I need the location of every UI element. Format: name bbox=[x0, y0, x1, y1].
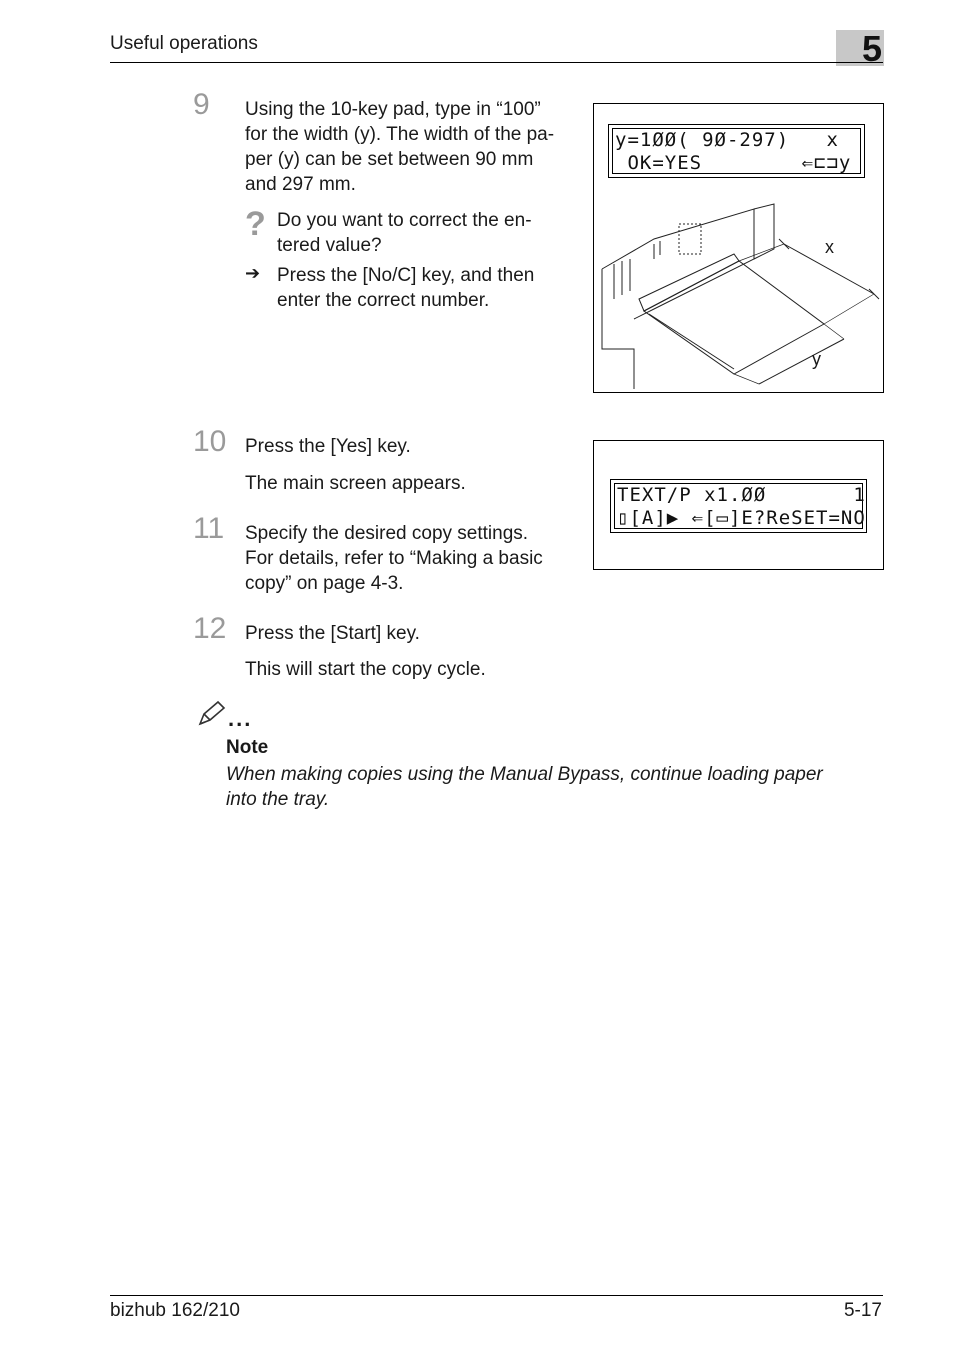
lcd-display-width bbox=[608, 124, 865, 178]
step-number-9: 9 bbox=[193, 88, 210, 121]
pencil-icon bbox=[196, 700, 226, 728]
footer-model: bizhub 162/210 bbox=[110, 1300, 240, 1321]
lcd-line-1: y=1ØØ( 9Ø-297) x bbox=[615, 129, 839, 151]
question-icon: ? bbox=[245, 205, 266, 243]
step-number-11: 11 bbox=[193, 512, 225, 545]
answer-line: Press the [No/C] key, and then bbox=[277, 265, 535, 286]
lcd-line-2: OK=YES ⇐⊏⊐y bbox=[615, 152, 852, 174]
arrow-right-icon: ➔ bbox=[245, 263, 261, 283]
note-title: Note bbox=[226, 737, 269, 758]
step-number-12: 12 bbox=[193, 612, 227, 645]
note-body bbox=[226, 762, 886, 812]
figure-paper-size bbox=[593, 103, 884, 393]
step-number-10: 10 bbox=[193, 425, 227, 458]
header-rule bbox=[110, 62, 883, 63]
footer-rule bbox=[110, 1295, 883, 1296]
label-y: y bbox=[812, 349, 821, 369]
lcd-line-1: TEXT/P x1.ØØ 1 bbox=[617, 484, 866, 506]
step-9-line: for the width (y). The width of the pa- bbox=[245, 124, 555, 145]
question-text bbox=[277, 208, 587, 258]
step-12-result: This will start the copy cycle. bbox=[245, 659, 486, 680]
lcd-line-2: ▯[A]▶ ⇐[▭]E?ReSET=NO bbox=[617, 507, 866, 529]
figure-main-screen bbox=[593, 440, 884, 570]
section-title: Useful operations bbox=[110, 33, 258, 54]
step-9-line: Using the 10-key pad, type in “100” bbox=[245, 99, 541, 120]
step-10-result: The main screen appears. bbox=[245, 473, 466, 494]
step-11-line: Specify the desired copy settings. bbox=[245, 523, 529, 544]
step-11-text bbox=[245, 521, 585, 596]
footer-page-number: 5-17 bbox=[843, 1300, 882, 1321]
step-11-line: copy” on page 4-3. bbox=[245, 573, 404, 594]
step-10-text: Press the [Yes] key. bbox=[245, 436, 411, 457]
step-9-line: per (y) can be set between 90 mm bbox=[245, 149, 534, 170]
chapter-number: 5 bbox=[861, 28, 882, 69]
lcd-display-main bbox=[610, 479, 867, 533]
question-line: tered value? bbox=[277, 235, 382, 256]
note-line: into the tray. bbox=[226, 789, 330, 810]
step-12-text: Press the [Start] key. bbox=[245, 623, 420, 644]
question-line: Do you want to correct the en- bbox=[277, 210, 532, 231]
step-11-line: For details, refer to “Making a basic bbox=[245, 548, 543, 569]
answer-text bbox=[277, 263, 587, 313]
step-9-text bbox=[245, 97, 585, 197]
note-line: When making copies using the Manual Bypass, continue loading paper bbox=[226, 764, 823, 785]
label-x: x bbox=[825, 237, 834, 257]
step-9-line: and 297 mm. bbox=[245, 174, 356, 195]
note-dots: ... bbox=[228, 706, 253, 731]
answer-line: enter the correct number. bbox=[277, 290, 490, 311]
copier-bypass-illustration bbox=[594, 199, 883, 389]
